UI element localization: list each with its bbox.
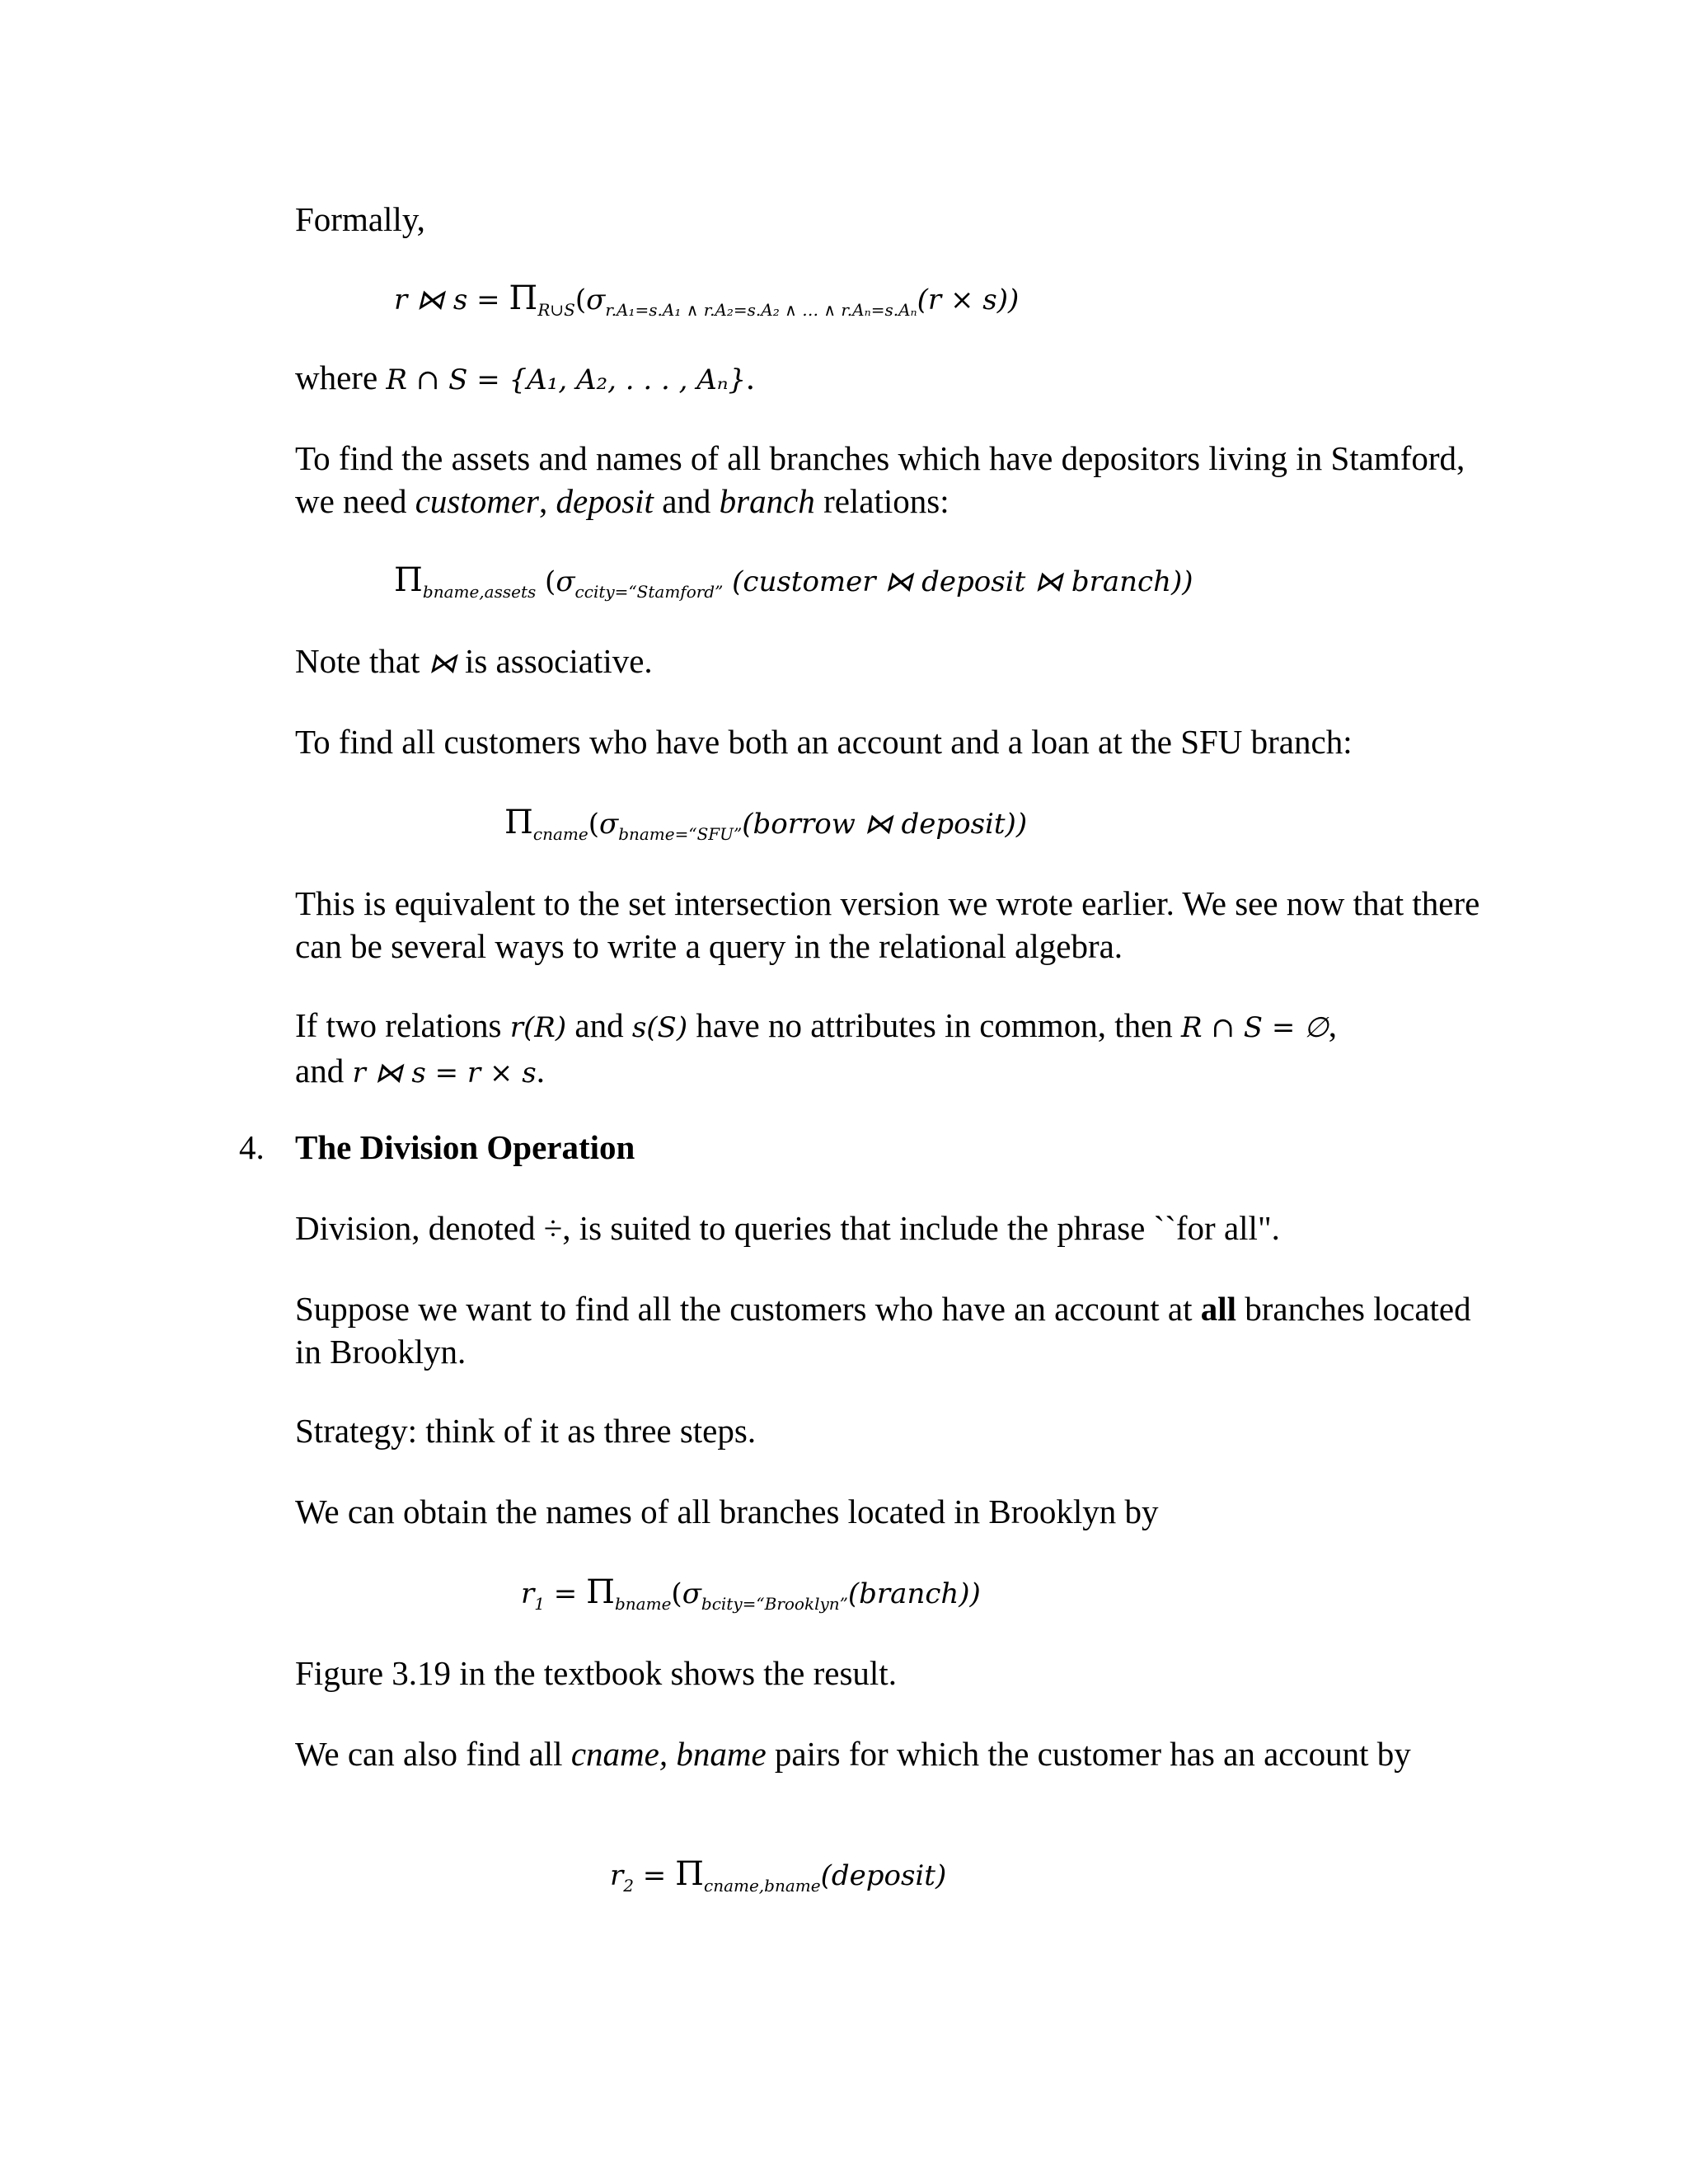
- eq5-pi-sub: cname,bname: [704, 1876, 821, 1896]
- p7-text-4: ,: [1328, 1006, 1338, 1044]
- p4-text-1: Note that: [295, 642, 429, 680]
- equation-stamford: [394, 562, 1193, 610]
- p3-branch: branch: [719, 482, 815, 520]
- equation-r1: [521, 1574, 981, 1622]
- p3-text-4: relations:: [814, 482, 950, 520]
- p7-math-s-of-S: s(S): [631, 1011, 688, 1044]
- paragraph-no-common-attributes: [295, 1004, 1482, 1094]
- eq2-open: (: [536, 565, 556, 598]
- paragraph-strategy: Strategy: think of it as three steps.: [295, 1412, 757, 1450]
- paragraph-cname-bname-pairs: [295, 1732, 1482, 1775]
- eq5-pi: Π: [675, 1855, 704, 1893]
- p13-text-1: We can also find all: [295, 1735, 571, 1773]
- p7-math-join-equals-product: r ⋈ s = r × s: [352, 1057, 537, 1090]
- eq4-sigma-sub: bcity=“Brooklyn”: [701, 1594, 848, 1614]
- eq2-sigma-sub: ccity=“Stamford”: [574, 582, 724, 602]
- p4-text-2: is associative.: [456, 642, 653, 680]
- paragraph-figure-reference: Figure 3.19 in the textbook shows the result.: [295, 1654, 897, 1692]
- eq3-open: (: [588, 808, 599, 841]
- eq1-rest: (r × s)): [917, 284, 1020, 316]
- paragraph-brooklyn-query: [295, 1287, 1482, 1373]
- p7-math-r-of-R: r(R): [509, 1011, 567, 1044]
- p13-cname-bname: cname, bname: [570, 1735, 767, 1773]
- p7-text-5: and: [295, 1052, 353, 1090]
- eq2-pi-sub: bname,assets: [422, 582, 537, 602]
- p7-math-empty-intersection: R ∩ S = ∅: [1181, 1011, 1329, 1044]
- equation-sfu: [504, 804, 1027, 852]
- eq5-lhs: r: [610, 1859, 624, 1892]
- eq4-sigma: σ: [682, 1577, 701, 1610]
- eq2-pi: Π: [394, 561, 423, 599]
- p7-text-3: have no attributes in common, then: [687, 1006, 1182, 1044]
- eq4-equals: =: [545, 1577, 587, 1610]
- eq4-rest: (branch)): [847, 1577, 981, 1610]
- eq1-sigma-sub: r.A₁=s.A₁ ∧ r.A₂=s.A₂ ∧ … ∧ r.Aₙ=s.Aₙ: [605, 300, 917, 320]
- p13-text-2: pairs for which the customer has an account by: [766, 1735, 1411, 1773]
- eq4-lhs: r: [521, 1577, 535, 1610]
- p3-text-2: ,: [539, 482, 556, 520]
- p7-text-2: and: [566, 1006, 632, 1044]
- p9-all: all: [1200, 1290, 1237, 1328]
- p3-deposit: deposit: [556, 482, 654, 520]
- paragraph-stamford-query: [295, 437, 1482, 523]
- bowtie-symbol: ⋈: [428, 647, 457, 680]
- equation-natural-join-definition: [394, 280, 1019, 328]
- eq4-pi: Π: [586, 1573, 615, 1611]
- eq4-lhs-sub: 1: [534, 1594, 545, 1614]
- eq3-pi-sub: cname: [532, 824, 588, 844]
- p9-text-1: Suppose we want to find all the customers who have an account at: [295, 1290, 1201, 1328]
- paragraph-division-definition: Division, denoted ÷, is suited to queries that include the phrase ``for all".: [295, 1209, 1280, 1247]
- p3-customer: customer: [415, 482, 540, 520]
- eq3-sigma-sub: bname=“SFU”: [618, 824, 743, 844]
- eq1-sigma: σ: [586, 284, 606, 316]
- paragraph-formally: Formally,: [295, 200, 425, 238]
- eq1-open: (: [574, 284, 587, 316]
- eq5-rest: (deposit): [820, 1859, 947, 1892]
- eq3-rest: (borrow ⋈ deposit)): [742, 808, 1028, 841]
- paragraph-equivalent: This is equivalent to the set intersection version we wrote earlier. We see now that there can be several ways to write a query in the relational algebra.: [295, 884, 1480, 965]
- p9-text-2: branches located in Brooklyn.: [295, 1290, 1471, 1371]
- paragraph-obtain-branches: We can obtain the names of all branches located in Brooklyn by: [295, 1493, 1159, 1530]
- eq5-lhs-sub: 2: [623, 1876, 634, 1896]
- section-title: The Division Operation: [295, 1128, 635, 1166]
- p7-text-6: .: [536, 1052, 545, 1090]
- paragraph-associative: [295, 640, 1482, 685]
- paragraph-sfu-query: To find all customers who have both an account and a loan at the SFU branch:: [295, 723, 1353, 761]
- equation-r2: [610, 1856, 946, 1904]
- paragraph-where: [295, 356, 1482, 401]
- eq4-pi-sub: bname: [615, 1594, 672, 1614]
- eq1-lhs: r ⋈ s =: [394, 284, 509, 316]
- eq2-rest: (customer ⋈ deposit ⋈ branch)): [723, 565, 1193, 598]
- eq2-sigma: σ: [556, 565, 575, 598]
- section-heading: [295, 1126, 1482, 1169]
- eq3-sigma: σ: [598, 808, 619, 841]
- section-number: 4.: [239, 1128, 265, 1166]
- eq5-equals: =: [634, 1859, 676, 1892]
- p3-text-1: To find the assets and names of all branches which have depositors living in Stamford, we need: [295, 439, 1465, 520]
- p2-text: where: [295, 359, 387, 396]
- p3-text-3: and: [653, 482, 720, 520]
- p7-text-1: If two relations: [295, 1006, 510, 1044]
- eq1-pi-sub: R∪S: [537, 300, 575, 320]
- eq1-pi: Π: [509, 279, 538, 317]
- eq3-pi: Π: [504, 804, 533, 841]
- eq4-open: (: [671, 1577, 682, 1610]
- p2-end: .: [746, 359, 755, 396]
- p2-math: R ∩ S = {A₁, A₂, . . . , Aₙ}: [386, 363, 747, 396]
